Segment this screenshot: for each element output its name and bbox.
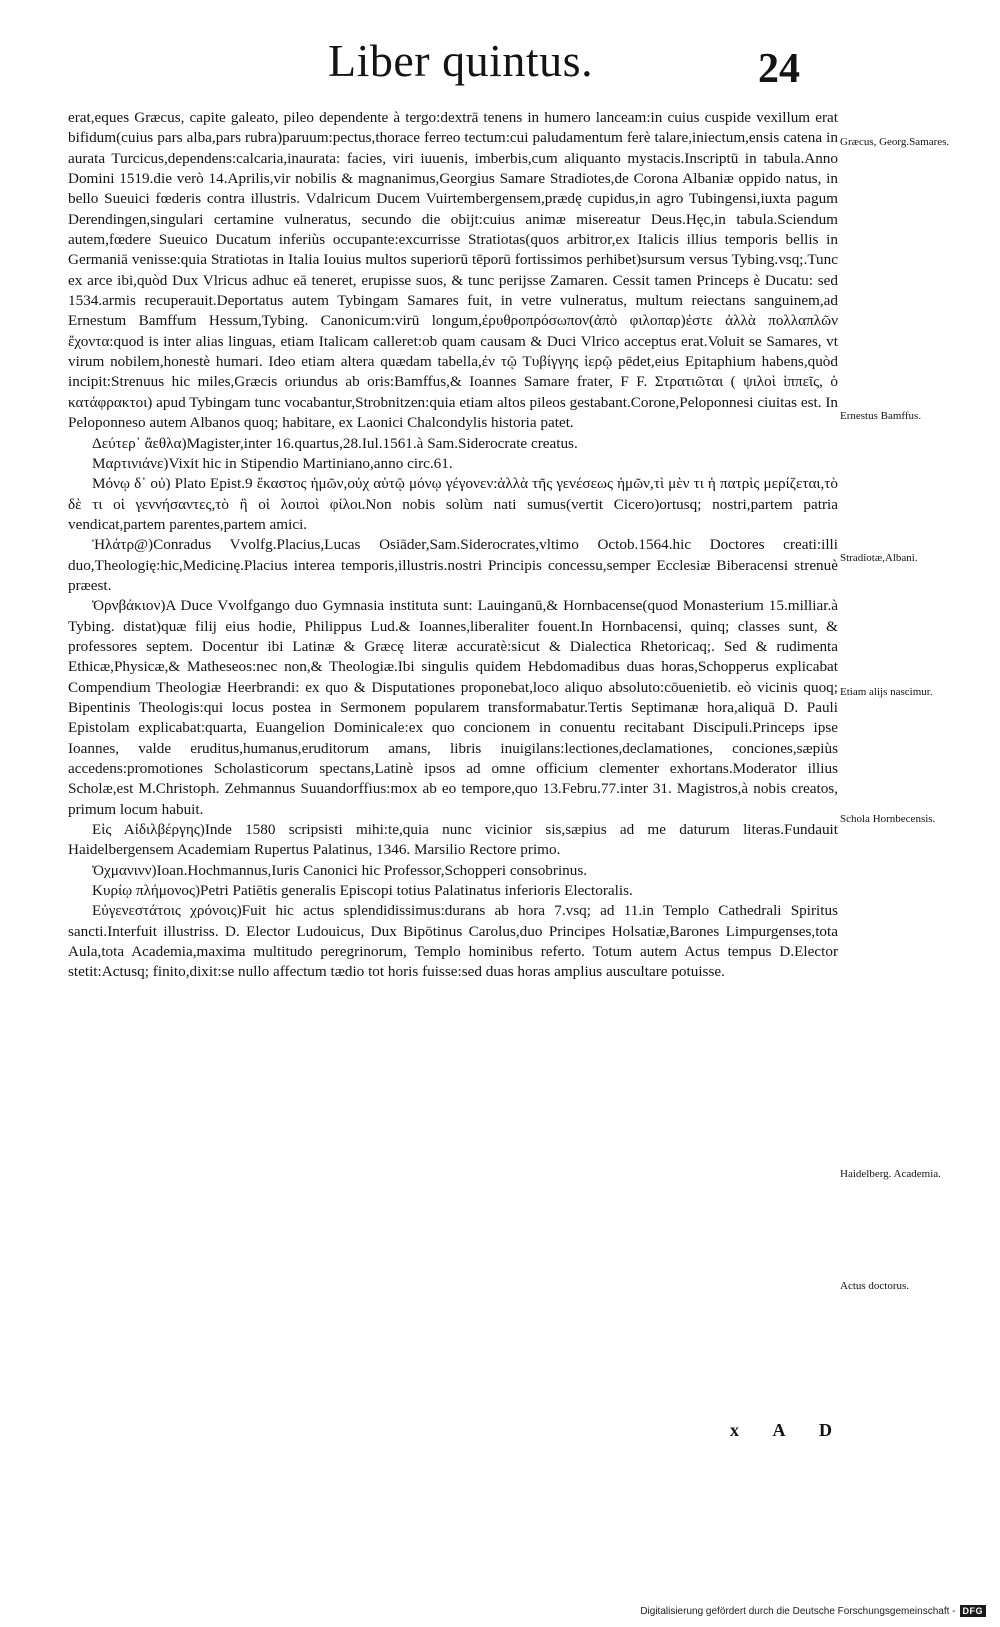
margin-note-schola: Schola Hornbecensis.: [840, 813, 936, 825]
paragraph-plato: Μόνῳ δ᾽ οὐ) Plato Epist.9 ἕκαστος ἡμῶν,οὐχ αὑτῷ μόνῳ γέγονεν:ἀλλὰ τῆς γενέσεως ἡμῶν,τὶ μὲν τι ἡ πατρὶς μερίζεται,τὸ δὲ τι οἱ γεννήσαντες,τὸ ἢ οἱ λοιποὶ φίλοι.Non nobis solùm nati sumus(vertit Cicero)ortusq; nostri,partem patria vendicat,partem parentes,partem amici.: [68, 475, 838, 533]
paragraph-actus: Εὐγενεστάτοις χρόνοις)Fuit hic actus splendidissimus:durans ab hora 7.vsq; ad 11.in Templo Cathedrali Spiritus sancti.Interfuit illustriss. D. Elector Ludouicus, Dux Bipōtinus Carolus,duo Principes Holsatiæ,Barones Limpurgenses,tota Aula,tota Academia,maxima multitudo peregrinorum, Templo hominibus referto. Totum autem Actus tempus D.Elector stetit:Actusq; finito,dixit:se nullo affectum tædio tot horis fuisse:sed duas horas amplius auscultare potuisse.: [68, 902, 838, 981]
margin-note-stradiotae: Stradiotæ,Albani.: [840, 552, 918, 564]
margin-note-nascimur: Etiam alijs nascimur.: [840, 686, 933, 698]
margin-notes: [840, 108, 950, 1408]
margin-note-actus: Actus doctorus.: [840, 1280, 910, 1292]
dfg-logo: DFG: [960, 1605, 987, 1617]
margin-note-graecus: Græcus, Georg.Samares.: [840, 136, 950, 148]
body-text: [68, 108, 838, 983]
paragraph-hornbach: Ὀρνβάκιον)A Duce Vvolfgango duo Gymnasia instituta sunt: Lauinganū,& Hornbacense(quod Monasterium 15.milliar.à Tybing. distat)quæ filij eius hodie, Philippus Lud.& Ioannes,liberaliter fouent.In Hornbacensi, quinq; classes sunt, & professores septem. Docentur ibi Latinæ & Græcę literæ accuratè:sicut & Dialectica Rhetoricaq;. Sed & rudimenta Ethicæ,Physicæ,& Matheseos:nec non,& Theologiæ.Ibi singulis quidem Hebdomadibus duas horas,Schopperus explicabat Compendium Theologiæ Heerbrandi: ex quo & Disputationes proponebat,loco aliquo absoluto:cōuenietib. eò vicinis quoq; Bipentinis Theologis:qui locus postea in Sermonem popularem transformabatur.Tertis Septimanæ hora,aliquā D. Pauli Epistolam explicabat:quarta, Euangelion Dominicale:ex quo concionem in conuentu recitabant Discipuli.Princeps ipse Ioannes, valde eruditus,humanus,eruditorum amans, libris inuigilans:lectiones,declamationes, conciones,sæpiùs accedens:promotiones Scholasticorum spectans,Latinè ipsos ad omne officium clementer exhortans.Moderator illius Scholæ,est M.Christoph. Zehmannus Suuandorffius:mox ab eo tempore,quo 13.Febru.77.inter 31. Magistros,à nobis creatos, primum locum habuit.: [68, 597, 838, 818]
margin-note-haidelberg: Haidelberg. Academia.: [840, 1168, 941, 1180]
footer-credit: Digitalisierung gefördert durch die Deutsche Forschungsgemeinschaft -: [640, 1605, 956, 1617]
margin-note-ernestus: Ernestus Bamffus.: [840, 410, 922, 422]
page-number: 24: [758, 46, 800, 92]
paragraph-samares: erat,eques Græcus, capite galeato, pileo dependente à tergo:dextrā tenens in humero lanceam:in cuius cuspide vexillum erat bifidum(cuius pars alba,pars rubra)paruum:pectus,thorace ferreo tectum:cui paludamentum ferè talare,iniectum,ensis catena in aurata Turcicus,dependens:calcaria,inaurata: facies, viri iuuenis, imberbis,cum aliquanto mystacis.Inscriptū in tabula.Anno Domini 1519.die verò 14.Aprilis,vir nobilis & magnanimus,Georgius Samare Stradiotes,de Corona Albaniæ oppido natus, in bello Sueuici fœderis contra illustris. Vdalricum Ducem Vuirtembergensem,prædę cupidus,in agro Tubingensi,iuxta pagum Derendingen,singulari certamine vulneratus, secundo die obijt:cuius animæ misereatur Deus.Hęc,in tabula.Sciendum autem,fœdere Sueuico Ducatum inferiùs occupante:excurrisse Stratiotas(quos arbitror,ex Italicis illius temporis bellis in Germaniā venisse:quia Stratiotas in Italia Iouius multos superiorū tēporū fortissimos perhibet)sursum versus Tybing.vsq;.Tunc ex arce ibi,quòd Dux Vlricus adhuc eā teneret, erupisse suos, & tunc perijsse Zamaren. Cessit tamen Princeps è Ducatu: sed 1534.armis recuperauit.Deportatus autem Tybingam Samares fuit, in vetre vulneratus, multum reiectans sanguinem,ad Ernestum Bamffum Hessum,Tybing. Canonicum:virū longum,ἐρυθροπρόσωπον(ἀπὸ φιλοπαρ)ἐστε ἀλλὰ πολλαπλῶν ἔχοντα:quod is inter alias linguas, etiam Italicam calleret:ob quam causam & Duci Vlrico acceptus erat.Voluit se Samares, vt virum nobilem,honestè humari. Ideo etiam altera quædam tabella,ἐν τῷ Τυβίγγης ἱερῷ pēdet,eius Epitaphium habens,quòd incipit:Strenuus hic miles,Græcis oriundus ab oris:Bamffus,& Ioannes Samare frater, F F. Στρατιῶται ( ψιλοὶ ἱππεῖς, ὁ κατάφρακτοι) apud Tybingam tunc vocabantur,Strobnitzen:quia etiam altos pileos gestabant.Corone,Peloponnesi ciuitas est. In Peloponneso autem Albanos quoq; habitare, ex Laonici Chalcondylis historia patet.: [68, 109, 838, 432]
paragraph-doctores: Ἠλάτρ@)Conradus Vvolfg.Placius,Lucas Osiāder,Sam.Siderocrates,vltimo Octob.1564.hic Doctores creati:illi duo,Theologię:hic,Medicinę.Placius interea temporis,illustris.nostri Principis concessu,semper Ecclesiæ Biberacensi strenuè præest.: [68, 536, 838, 594]
digitization-footer: [640, 1605, 986, 1617]
paragraph-deutera-athla: Δεύτερ᾽ ἄεθλα)Magister,inter 16.quartus,28.Iul.1561.à Sam.Siderocrate creatus.: [92, 434, 578, 452]
paragraph-episcopi: Κυρίῳ πλήμονος)Petri Patiētis generalis Episcopi totius Palatinatus inferioris Electoralis.: [92, 882, 633, 900]
running-title: Liber quintus.: [328, 35, 594, 86]
paragraph-hochmannus: Ὀχμανινν)Ioan.Hochmannus,Iuris Canonici hic Professor,Schopperi consobrinus.: [92, 861, 588, 879]
catchwords: x A D: [730, 1420, 833, 1440]
paragraph-martiniane: Μαρτινιάνε)Vixit hic in Stipendio Martiniano,anno circ.61.: [92, 454, 453, 472]
paragraph-heidelberg: Εἰς Αἰδιλβέργης)Inde 1580 scripsisti mihi:te,quia nunc vicinior sis,sæpius ad me daturum literas.Fundauit Haidelbergensem Academiam Rupertus Palatinus, 1346. Marsilio Rectore primo.: [68, 821, 838, 859]
